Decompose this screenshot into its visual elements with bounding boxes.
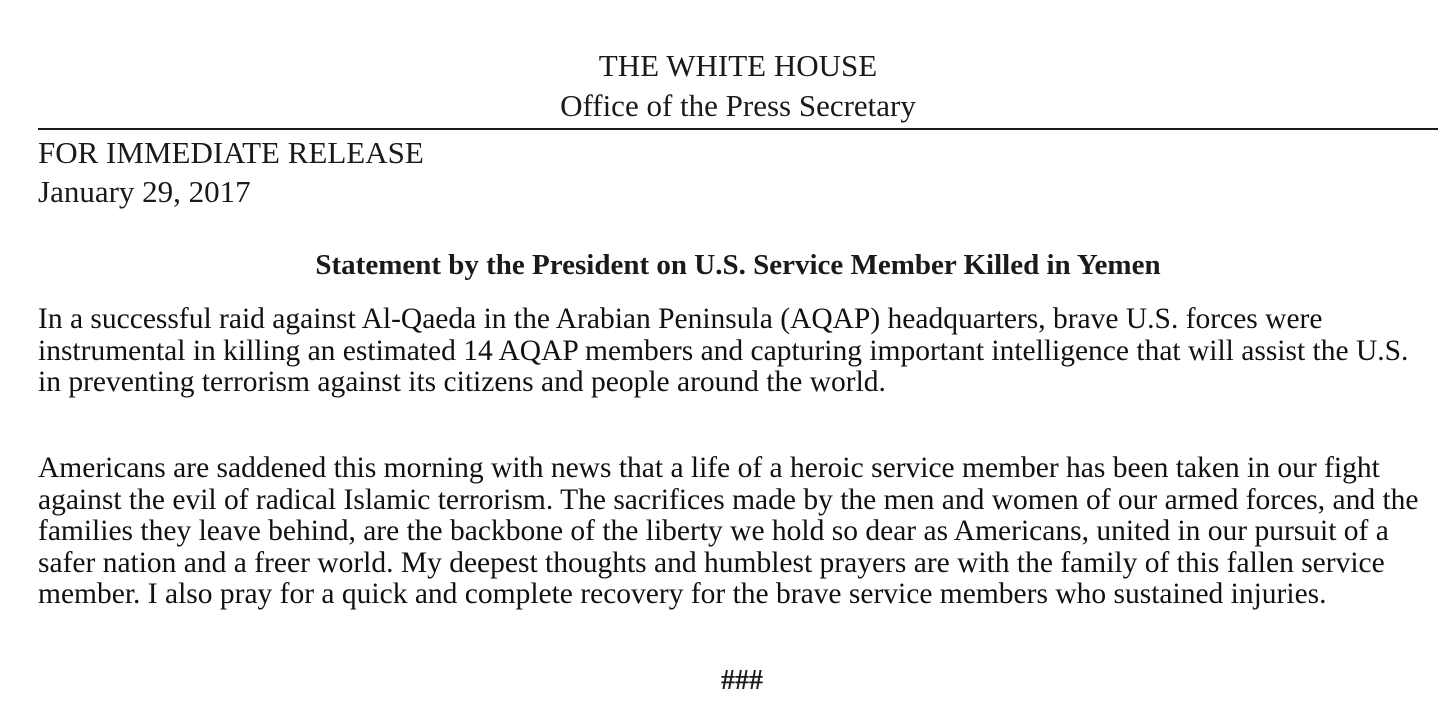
office-name: Office of the Press Secretary — [560, 88, 916, 123]
statement-paragraph-2: Americans are saddened this morning with news that a life of a heroic service member has been taken in our fight against the evil of radical Islamic terrorism. The sacrifices made by the men and women of our armed forces, and the families they leave behind, are the backbone of the liberty we hold so dear as Americans, united in our pursuit of a safer nation and a freer world. My deepest thoughts and humblest prayers are with the family of this fallen service member. I also pray for a quick and complete recovery for the brave service members who sustained injuries. — [38, 452, 1419, 610]
header-divider — [38, 128, 1438, 130]
release-date: January 29, 2017 — [38, 174, 251, 209]
release-info — [38, 133, 424, 211]
statement-paragraph-1: In a successful raid against Al-Qaeda in the Arabian Peninsula (AQAP) headquarters, brave U.S. forces were instrumental in killing an estimated 14 AQAP members and capturing important intelligence that will assist the U.S. in preventing terrorism against its citizens and people around the world. — [38, 303, 1409, 398]
end-mark: ### — [721, 665, 763, 696]
release-label: FOR IMMEDIATE RELEASE — [38, 135, 424, 170]
statement-title: Statement by the President on U.S. Service Member Killed in Yemen — [315, 249, 1161, 281]
letterhead — [0, 46, 1444, 126]
organization-name: THE WHITE HOUSE — [598, 48, 878, 83]
